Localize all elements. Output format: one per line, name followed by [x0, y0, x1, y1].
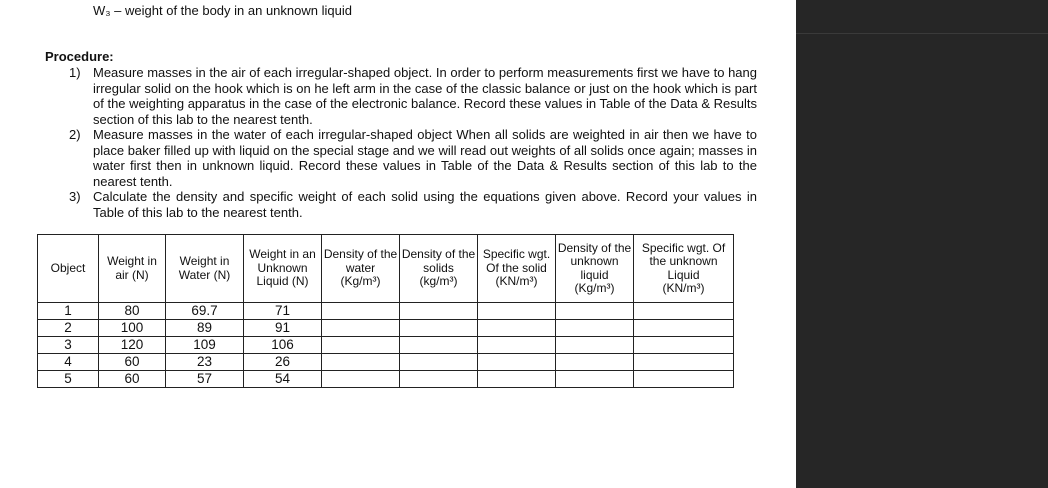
- table-cell: 2: [38, 320, 99, 337]
- table-cell: [478, 320, 556, 337]
- table-cell: 106: [244, 337, 322, 354]
- table-cell: 80: [99, 303, 166, 320]
- table-cell: [634, 320, 734, 337]
- table-cell: [478, 337, 556, 354]
- table-row: [38, 337, 734, 354]
- table-header-row: [38, 235, 734, 303]
- table-cell: 5: [38, 371, 99, 388]
- table-cell: 60: [99, 354, 166, 371]
- table-cell: 4: [38, 354, 99, 371]
- table-body: [38, 303, 734, 388]
- step-number: 1): [69, 65, 81, 80]
- table-cell: 109: [166, 337, 244, 354]
- table-cell: [634, 303, 734, 320]
- table-cell: 60: [99, 371, 166, 388]
- step-number: 2): [69, 127, 81, 142]
- table-cell: 91: [244, 320, 322, 337]
- procedure-heading: Procedure:: [45, 49, 114, 64]
- header-density-solids: Density of the solids (kg/m³): [400, 235, 478, 303]
- table-cell: [400, 337, 478, 354]
- table-cell: 3: [38, 337, 99, 354]
- header-specific-wgt-solid: Specific wgt. Of the solid (KN/m³): [478, 235, 556, 303]
- table-cell: 89: [166, 320, 244, 337]
- step-text: Measure masses in the air of each irregular-shaped object. In order to perform measurements first we have to hang irregular solid on the hook which is on he left arm in the case of the classic balance or just on the hook which is part of the weighting apparatus in the case of the electronic balance. Record these values in Table of the Data & Results section of this lab to the nearest tenth.: [93, 65, 757, 127]
- table-cell: [400, 371, 478, 388]
- table-cell: [556, 337, 634, 354]
- table-cell: [634, 354, 734, 371]
- table-cell: 57: [166, 371, 244, 388]
- table-cell: [322, 303, 400, 320]
- table-cell: 26: [244, 354, 322, 371]
- procedure-step-2: [45, 127, 757, 189]
- header-weight-air: Weight in air (N): [99, 235, 166, 303]
- table-row: [38, 303, 734, 320]
- table-cell: [556, 354, 634, 371]
- table-cell: [400, 320, 478, 337]
- table-cell: [322, 354, 400, 371]
- dark-side-panel: [796, 0, 1048, 488]
- header-specific-wgt-unknown-liquid: Specific wgt. Of the unknown Liquid (KN/m³): [634, 235, 734, 303]
- table-cell: [556, 303, 634, 320]
- step-text: Calculate the density and specific weight of each solid using the equations given above. Record your values in Table of this lab to the nearest tenth.: [93, 189, 757, 220]
- header-weight-unknown-liquid: Weight in an Unknown Liquid (N): [244, 235, 322, 303]
- table-cell: [478, 371, 556, 388]
- variable-definition: W₃ – weight of the body in an unknown liquid: [93, 3, 352, 18]
- table-cell: [556, 371, 634, 388]
- table-cell: [478, 354, 556, 371]
- table-cell: 23: [166, 354, 244, 371]
- panel-divider: [796, 33, 1048, 34]
- header-density-water: Density of the water (Kg/m³): [322, 235, 400, 303]
- procedure-steps: [45, 65, 757, 220]
- table-cell: [322, 371, 400, 388]
- table-row: [38, 320, 734, 337]
- table-row: [38, 371, 734, 388]
- table-row: [38, 354, 734, 371]
- table-cell: [400, 354, 478, 371]
- table-cell: [634, 371, 734, 388]
- table-cell: 1: [38, 303, 99, 320]
- table-cell: [556, 320, 634, 337]
- table-cell: 54: [244, 371, 322, 388]
- table-cell: 100: [99, 320, 166, 337]
- header-weight-water: Weight in Water (N): [166, 235, 244, 303]
- procedure-step-3: [45, 189, 757, 220]
- table-cell: [400, 303, 478, 320]
- table-cell: [634, 337, 734, 354]
- procedure-step-1: [45, 65, 757, 127]
- table-cell: [322, 337, 400, 354]
- table-cell: [322, 320, 400, 337]
- table-cell: [478, 303, 556, 320]
- table-cell: 71: [244, 303, 322, 320]
- table-cell: 69.7: [166, 303, 244, 320]
- header-object: Object: [38, 235, 99, 303]
- step-number: 3): [69, 189, 81, 204]
- table-cell: 120: [99, 337, 166, 354]
- step-text: Measure masses in the water of each irregular-shaped object When all solids are weighted in air then we have to place baker filled up with liquid on the special stage and we will read out weights of all solids once again; masses in water first then in unknown liquid. Record these values in Table of the Data & Results section of this lab to the nearest tenth.: [93, 127, 757, 189]
- header-density-unknown-liquid: Density of the unknown liquid (Kg/m³): [556, 235, 634, 303]
- data-results-table: [37, 234, 734, 388]
